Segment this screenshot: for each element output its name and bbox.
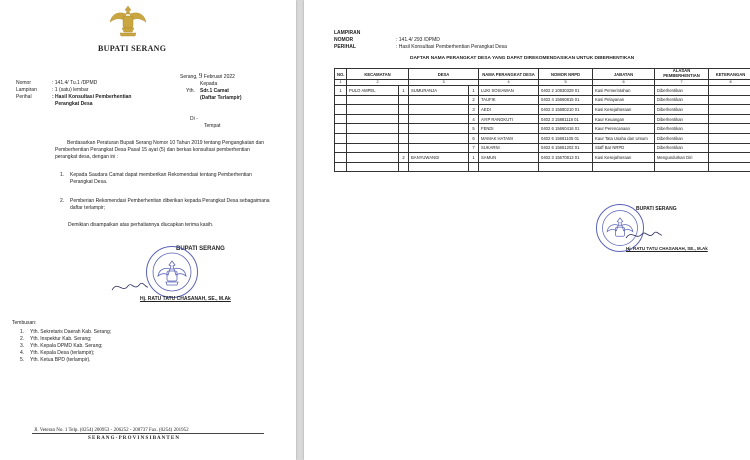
cc-heading: Tembusan: xyxy=(12,320,37,326)
list-num-2: 2. xyxy=(60,198,65,204)
table-cell-n: 2 xyxy=(469,95,479,105)
table-header-row xyxy=(335,69,750,80)
attachment-page xyxy=(304,0,750,460)
table-cell-ket xyxy=(709,114,750,124)
table-cell-desa: BANYUWANGI xyxy=(409,153,469,163)
table-row xyxy=(335,95,750,105)
colnum-1: 1 xyxy=(335,80,347,86)
signature-name: Hj. RATU TATU CHASANAH, SE., M.Ak xyxy=(140,296,231,302)
table-cell-alasan: Diberhentikan xyxy=(655,133,709,143)
table-cell-jabatan: Kaur Perencanaan xyxy=(593,124,655,134)
addressee-di: Di - xyxy=(190,116,198,122)
footer-divider xyxy=(32,433,264,434)
th-no: NO. xyxy=(335,69,347,80)
nomor-label: NOMOR xyxy=(334,37,354,43)
letterhead-title: BUPATI SERANG xyxy=(98,44,167,53)
table-cell-ket xyxy=(709,105,750,115)
footer-city: S E R A N G - P R O V I N S I B A N T E N xyxy=(88,436,180,441)
th-desa: DESA xyxy=(409,69,479,80)
colnum-8: 8 xyxy=(709,80,750,86)
th-jabatan: JABATAN xyxy=(593,69,655,80)
table-cell-jabatan: Kasi Kesejahteraan xyxy=(593,105,655,115)
cc-item-1: Yth. Sekretaris Daerah Kab. Serang; xyxy=(30,329,112,335)
table-cell-n: 7 xyxy=(469,143,479,153)
table-cell-nama xyxy=(479,162,539,172)
addressee-yth: Yth. xyxy=(186,88,195,94)
table-row xyxy=(335,114,750,124)
meta-lampiran-value: : 1 (satu) lembar xyxy=(52,87,89,93)
th-nrpd: NOMOR NRPD xyxy=(539,69,593,80)
table-cell-nama: MAMAK HATAMI xyxy=(479,133,539,143)
official-seal-icon xyxy=(146,246,198,298)
officials-table xyxy=(334,68,750,172)
cc-num-3: 3. xyxy=(20,343,25,349)
table-cell-n xyxy=(469,162,479,172)
table-cell-alasan: Diberhentikan xyxy=(655,86,709,96)
table-cell-kec xyxy=(347,133,399,143)
table-cell-no xyxy=(335,143,347,153)
table-cell-desa xyxy=(409,105,469,115)
table-row xyxy=(335,86,750,96)
table-cell-nrpd: 0402 3 15670813 01 xyxy=(539,153,593,163)
colnum-3: 3 xyxy=(409,80,479,86)
colnum-7: 7 xyxy=(655,80,709,86)
table-cell-kec: PULO AMPEL xyxy=(347,86,399,96)
table-title: DAFTAR NAMA PERANGKAT DESA YANG DAPAT DIREKOMENDASIKAN UNTUK DIBERHENTIKAN xyxy=(410,56,635,61)
table-cell-nama: AYIP RANGKUTI xyxy=(479,114,539,124)
table-cell-ket xyxy=(709,86,750,96)
colnum-6: 6 xyxy=(593,80,655,86)
table-cell-desa xyxy=(409,162,469,172)
cc-num-2: 2. xyxy=(20,336,25,342)
table-cell-no xyxy=(335,124,347,134)
cc-item-3: Yth. Kepala DPMD Kab. Serang; xyxy=(30,343,103,349)
table-body xyxy=(335,86,750,172)
table-cell-kec xyxy=(347,114,399,124)
table-cell-dno xyxy=(399,105,409,115)
table-cell-desa xyxy=(409,95,469,105)
seal-emblem-icon xyxy=(147,247,197,297)
table-cell-n: 4 xyxy=(469,114,479,124)
table-cell-alasan: Diberhentikan xyxy=(655,105,709,115)
signature-title: BUPATI SERANG xyxy=(176,246,225,252)
table-cell-desa xyxy=(409,114,469,124)
table-cell-kec xyxy=(347,95,399,105)
table-cell-nrpd xyxy=(539,162,593,172)
table-cell-alasan: Diberhentikan xyxy=(655,124,709,134)
colnum-5: 5 xyxy=(539,80,593,86)
attachment-signature-title: BUPATI SERANG xyxy=(636,206,677,212)
table-cell-ket xyxy=(709,124,750,134)
cc-num-5: 5. xyxy=(20,357,25,363)
body-paragraph: Berdasarkan Peraturan Bupati Serang Nomor 10 Tahun 2019 tentang Pengangkatan dan Pemberhentian Perangkat Desa Pasal 15 ayat (5) dan berkas konsultasi pemberhentian perangkat desa, dengan ini : xyxy=(55,140,264,160)
table-cell-ket xyxy=(709,143,750,153)
table-cell-nama: TAUFIK xyxy=(479,95,539,105)
table-cell-nama: AEDI xyxy=(479,105,539,115)
table-cell-n: 6 xyxy=(469,133,479,143)
th-keterangan: KETERANGAN xyxy=(709,69,750,80)
addressee-name: Sdr.1 Camat xyxy=(200,88,229,94)
table-row xyxy=(335,124,750,134)
table-cell-jabatan: Kasi Pelayanan xyxy=(593,95,655,105)
table-cell-dno xyxy=(399,133,409,143)
cc-item-2: Yth. Inspektur Kab. Serang; xyxy=(30,336,92,342)
cc-item-5: Yth. Ketua BPD (terlampir). xyxy=(30,357,91,363)
table-cell-jabatan: Kaur Keuangan xyxy=(593,114,655,124)
table-cell-nrpd: 0402 6 15681105 01 xyxy=(539,133,593,143)
meta-perihal-label: Perihal xyxy=(16,94,32,100)
lampiran-label: LAMPIRAN xyxy=(334,30,361,36)
table-cell-nrpd: 0402 3 15881118 01 xyxy=(539,114,593,124)
table-cell-jabatan: Staff Bar NRPD xyxy=(593,143,655,153)
table-cell-kec xyxy=(347,143,399,153)
th-kecamatan: KECAMATAN xyxy=(347,69,409,80)
table-cell-n: 1 xyxy=(469,153,479,163)
table-cell-no xyxy=(335,153,347,163)
colnum-2: 2 xyxy=(347,80,409,86)
th-alasan: ALASAN PEMBERHENTIAN xyxy=(655,69,709,80)
table-cell-nama: LUKI SOSIAWAN xyxy=(479,86,539,96)
table-cell-n: 3 xyxy=(469,105,479,115)
list-item-2: Pemberian Rekomendasi Pemberhentian diberikan kepada Perangkat Desa sebagaimana daftar terlampir; xyxy=(70,198,270,211)
letter-page xyxy=(0,0,296,460)
table-cell-dno xyxy=(399,95,409,105)
table-cell-alasan: Diberhentikan xyxy=(655,143,709,153)
footer-address: Jl. Veteran No. 1 Telp. (0254) 200953 - 206252 - 200737 Fax. (0254) 201952 xyxy=(34,428,189,433)
table-cell-nama: FENDI xyxy=(479,124,539,134)
attachment-signature-name: Hj. RATU TATU CHASANAH, SE., M.Ak xyxy=(626,246,708,251)
perihal-value: : Hasil Konsultasi Pemberhentian Perangkat Desa xyxy=(396,44,507,50)
table-cell-kec xyxy=(347,105,399,115)
closing-text: Demikian disampaikan atas perhatiannya diucapkan terima kasih. xyxy=(68,222,214,228)
table-cell-desa xyxy=(409,124,469,134)
meta-perihal-cont: Perangkat Desa xyxy=(55,101,93,107)
table-cell-no xyxy=(335,95,347,105)
table-cell-dno: 2 xyxy=(399,153,409,163)
cc-item-4: Yth. Kepala Desa (terlampir); xyxy=(30,350,95,356)
garuda-emblem-icon xyxy=(108,2,148,38)
table-cell-alasan xyxy=(655,162,709,172)
table-cell-desa xyxy=(409,143,469,153)
table-cell-alasan: Mengundurkan Diri xyxy=(655,153,709,163)
table-cell-ket xyxy=(709,95,750,105)
table-cell-alasan: Diberhentikan xyxy=(655,114,709,124)
table-cell-desa: SUMURANJA xyxy=(409,86,469,96)
nomor-value: : 141.4/ 293 /DPMD xyxy=(396,37,440,43)
table-cell-no xyxy=(335,133,347,143)
meta-nomor-value: : 141.4/ Tu.1 /DPMD xyxy=(52,80,98,86)
table-row xyxy=(335,153,750,163)
table-row xyxy=(335,105,750,115)
table-cell-ket xyxy=(709,133,750,143)
table-cell-nrpd: 0402 4 15660815 01 xyxy=(539,95,593,105)
meta-perihal-value: : Hasil Konsultasi Pemberhentian xyxy=(52,94,132,100)
table-cell-alasan: Diberhentikan xyxy=(655,95,709,105)
addressee-tempat: Tempat xyxy=(204,123,221,129)
table-cell-ket xyxy=(709,162,750,172)
table-row xyxy=(335,143,750,153)
table-cell-no: 1 xyxy=(335,86,347,96)
table-cell-n: 1 xyxy=(469,86,479,96)
table-cell-jabatan xyxy=(593,162,655,172)
table-row xyxy=(335,162,750,172)
meta-lampiran-label: Lampiran xyxy=(16,87,37,93)
table-cell-kec xyxy=(347,153,399,163)
cc-num-4: 4. xyxy=(20,350,25,356)
table-cell-dno xyxy=(399,143,409,153)
table-cell-n: 5 xyxy=(469,124,479,134)
table-cell-no xyxy=(335,114,347,124)
perihal-label: PERIHAL xyxy=(334,44,356,50)
date-line: Serang, 9 Februari 2022 xyxy=(180,72,235,80)
cc-num-1: 1. xyxy=(20,329,25,335)
table-cell-nrpd: 0402 3 15680210 01 xyxy=(539,105,593,115)
table-cell-jabatan: Kasi Pemerintahan xyxy=(593,86,655,96)
table-cell-nrpd: 0402 2 10830329 01 xyxy=(539,86,593,96)
table-cell-nama: SUKARNI xyxy=(479,143,539,153)
table-cell-dno xyxy=(399,114,409,124)
attachment-handwritten-signature-icon xyxy=(624,226,664,244)
list-item-1: Kepada Saudara Camat dapat memberikan Rekomendasi tentang Pemberhentian Perangkat Desa. xyxy=(70,172,252,185)
table-cell-nama: SAMUN xyxy=(479,153,539,163)
table-cell-nrpd: 0402 6 15661202 01 xyxy=(539,143,593,153)
list-num-1: 1. xyxy=(60,172,65,178)
table-cell-dno: 1 xyxy=(399,86,409,96)
addressee-note: (Daftar Terlampir) xyxy=(200,95,242,101)
table-cell-jabatan: Kasi Kesejahteraan xyxy=(593,153,655,163)
meta-nomor-label: Nomor xyxy=(16,80,32,86)
table-cell-jabatan: Kaur Tata Usaha dan Umum xyxy=(593,133,655,143)
table-cell-dno xyxy=(399,124,409,134)
handwritten-signature-icon xyxy=(110,278,150,296)
colnum-4: 4 xyxy=(479,80,539,86)
addressee-kepada: Kepada xyxy=(200,81,218,87)
table-cell-ket xyxy=(709,153,750,163)
table-row xyxy=(335,133,750,143)
table-cell-no xyxy=(335,162,347,172)
th-nama: NAMA PERANGKAT DESA xyxy=(479,69,539,80)
table-cell-nrpd: 0402 6 15660416 01 xyxy=(539,124,593,134)
table-cell-kec xyxy=(347,124,399,134)
table-cell-dno xyxy=(399,162,409,172)
table-cell-no xyxy=(335,105,347,115)
table-cell-desa xyxy=(409,133,469,143)
table-cell-kec xyxy=(347,162,399,172)
